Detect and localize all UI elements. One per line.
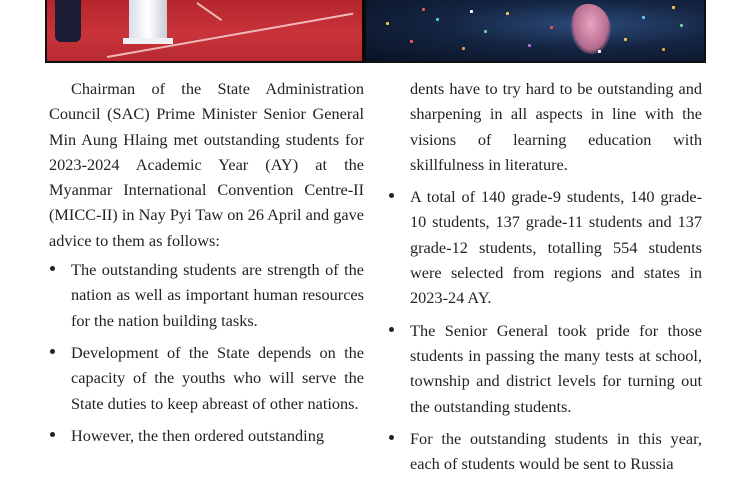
bullet-icon xyxy=(50,432,55,437)
list-item: A total of 140 grade-9 students, 140 grade-10 students, 137 grade-11 students and 137 grade-12 students, totalling 554 students were selected from regions and states in 2023-24 AY. xyxy=(388,184,702,310)
list-item: Development of the State depends on the capacity of the youths who will serve the State duties to keep abreast of other nations. xyxy=(49,340,364,416)
person-figure xyxy=(55,0,81,42)
list-item: For the outstanding students in this year, each of students would be sent to Russia xyxy=(388,426,702,477)
map-graphic xyxy=(571,4,611,54)
intro-paragraph: Chairman of the State Administration Council (SAC) Prime Minister Senior General Min Aung Hlaing met outstanding students for 2023-2024 Academic Year (AY) at the Myanmar International Convention Centre-II (MICC-II) in Nay Pyi Taw on 26 April and gave advice to them as follows: xyxy=(49,79,364,250)
bullet-icon xyxy=(389,327,394,332)
list-item: However, the then ordered outstanding xyxy=(49,423,364,448)
right-bullet-list xyxy=(388,184,702,476)
list-item: The Senior General took pride for those students in passing the many tests at school, township and district levels for turning out the outstanding students. xyxy=(388,318,702,419)
bullet-icon xyxy=(389,193,394,198)
bullet-icon xyxy=(389,435,394,440)
ceremony-photo xyxy=(47,0,362,61)
left-bullet-list xyxy=(49,257,364,448)
photo-strip xyxy=(45,0,706,63)
list-item: The outstanding students are strength of the nation as well as important human resources for the nation building tasks. xyxy=(49,257,364,333)
right-column xyxy=(388,76,702,483)
bullet-icon xyxy=(50,349,55,354)
left-column xyxy=(49,76,364,455)
bullet-icon xyxy=(50,266,55,271)
stage-screen-photo xyxy=(366,0,704,61)
continued-paragraph: dents have to try hard to be outstanding and sharpening in all aspects in line with the visions of learning education with skillfulness in literature. xyxy=(410,79,702,174)
